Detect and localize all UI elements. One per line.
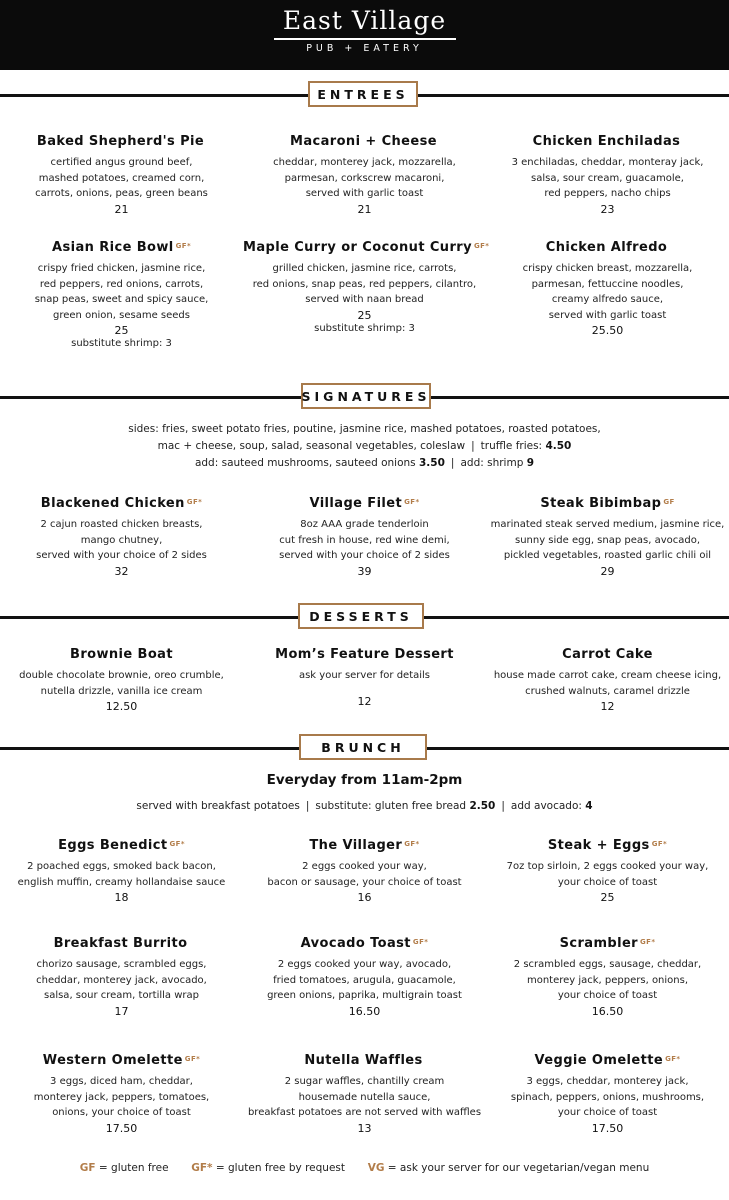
item-extra: substitute shrimp: 3 [314,322,415,334]
section-title-desserts: DESSERTS [309,608,413,624]
menu-item [486,240,729,337]
item-description: 2 poached eggs, smoked back bacon, english muffin, creamy hollandaise sauce [17,861,226,888]
gf-badge: GF* [175,242,192,250]
item-price: 13 [357,1121,372,1135]
item-description: 3 enchiladas, cheddar, monteray jack, salsa, sour cream, guacamole, red peppers, nacho chips [511,157,704,199]
item-description: double chocolate brownie, oreo crumble, nutella drizzle, vanilla ice cream [19,670,224,697]
menu-header [0,0,729,70]
menu-item [0,1053,243,1135]
item-price: 21 [114,202,129,216]
menu-item [486,838,729,904]
section-brunch [0,734,729,764]
item-price: 16.50 [348,1004,381,1018]
item-name: Avocado Toast $^{GF*}$ [300,936,429,951]
menu-item [486,496,729,578]
sides-line-2: mac + cheese, soup, salad, seasonal vegetables, coleslaw | truffle fries: 4.50 [157,440,572,452]
section-label-box [299,734,427,760]
item-name: Village Filet $^{GF*}$ [309,496,420,511]
item-name: Chicken Alfredo [545,240,668,255]
legend-vg-text: = ask your server for our vegetarian/vegan menu [387,1162,650,1174]
menu-item [0,134,243,216]
item-price: 23 [600,202,615,216]
item-name: Eggs Benedict $^{GF*}$ [58,838,185,853]
item-name: Steak Bibimbap $^{GF}$ [540,496,675,511]
item-name: Mom’s Feature Dessert [275,647,454,662]
item-name: Carrot Cake [562,647,653,662]
item-description: 3 eggs, cheddar, monterey jack, spinach, peppers, onions, mushrooms, your choice of toast [510,1076,705,1118]
item-price: 29 [600,564,615,578]
menu-item [0,496,243,578]
item-name: Breakfast Burrito [53,936,188,951]
item-name: Scrambler $^{GF*}$ [559,936,656,951]
item-description: marinated steak served medium, jasmine rice, sunny side egg, snap peas, avocado, pickled vegetables, roasted garlic chili oil [490,519,725,561]
menu-item [486,1053,729,1135]
item-description: 2 sugar waffles, chantilly cream housemade nutella sauce, breakfast potatoes are not served with waffles [247,1076,482,1118]
gf-badge: GF* [404,840,420,848]
menu-item [243,134,486,216]
legend-gfr-text: = gluten free by request [215,1162,345,1174]
section-title-brunch: BRUNCH [321,739,405,755]
item-description: 2 eggs cooked your way, bacon or sausage, your choice of toast [267,861,462,888]
gf-badge: GF* [412,938,429,946]
item-name: Nutella Waffles [304,1053,423,1068]
menu-item [0,838,243,904]
header-divider [274,38,456,40]
menu-item [486,647,729,713]
item-name: Blackened Chicken $^{GF*}$ [40,496,203,511]
menu-item [243,496,486,578]
menu-item [243,838,486,904]
item-extra: substitute shrimp: 3 [71,338,172,349]
item-price: 16 [357,891,372,904]
section-label-box [298,603,424,629]
section-signatures [0,383,729,413]
section-label-box [308,81,418,107]
item-price: 16.50 [591,1004,624,1018]
menu-item [0,936,243,1018]
gf-badge: GF* [404,498,420,506]
restaurant-name: East Village [282,6,447,35]
gf-badge: GF [663,498,675,506]
section-desserts [0,603,729,633]
item-name: Western Omelette $^{GF*}$ [42,1053,201,1068]
gf-badge: GF* [473,242,490,250]
item-description: certified angus ground beef, mashed potatoes, creamed corn, carrots, onions, peas, green beans [35,157,208,199]
item-description: crispy fried chicken, jasmine rice, red peppers, red onions, carrots, snap peas, sweet and spicy sauce, green onion, sesame seeds [34,263,209,321]
item-price: 39 [357,564,372,578]
menu-item [0,240,243,349]
item-name: Baked Shepherd's Pie [36,134,205,149]
addons-line: add: sauteed mushrooms, sauteed onions 3.50 | add: shrimp 9 [194,457,535,469]
sides-info [0,421,729,472]
item-name: Asian Rice Bowl $^{GF*}$ [51,240,192,255]
brunch-info: served with breakfast potatoes | substitute: gluten free bread 2.50 | add avocado: 4 [136,800,593,812]
gf-badge: GF* [640,938,656,946]
section-entrees [0,81,729,111]
item-price: 25 [600,891,615,904]
item-description: 2 scrambled eggs, sausage, cheddar, monterey jack, peppers, onions, your choice of toast [513,959,702,1001]
item-description: 7oz top sirloin, 2 eggs cooked your way, your choice of toast [506,861,709,888]
item-description: crispy chicken breast, mozzarella, parmesan, fettuccine noodles, creamy alfredo sauce, served with garlic toast [522,263,693,321]
item-name: Chicken Enchiladas [532,134,681,149]
gf-badge: GF* [169,840,185,848]
item-price: 12 [357,694,372,708]
item-price: 32 [114,564,129,578]
brunch-hours: Everyday from 11am-2pm [266,772,463,788]
item-price: 25 [114,324,129,337]
legend-vg-key: VG [367,1162,385,1174]
section-title-entrees: ENTREES [317,86,409,102]
item-name: The Villager $^{GF*}$ [309,838,420,853]
legend-gf-key: GF [79,1162,96,1174]
item-price: 21 [357,202,372,216]
gf-badge: GF* [186,498,203,506]
menu-item [0,647,243,713]
item-name: Steak + Eggs $^{GF*}$ [547,838,668,853]
item-description: cheddar, monterey jack, mozzarella, parmesan, corkscrew macaroni, served with garlic toast [273,157,456,199]
gf-badge: GF* [651,840,668,848]
gf-badge: GF* [184,1055,201,1063]
section-label-box [301,383,431,409]
section-title-signatures: SIGNATURES [301,388,431,404]
item-description: 2 eggs cooked your way, avocado, fried tomatoes, arugula, guacamole, green onions, paprika, multigrain toast [267,959,462,1001]
item-price: 17.50 [105,1121,138,1135]
restaurant-subtitle: PUB + EATERY [306,43,423,54]
menu-item [243,240,490,334]
item-name: Veggie Omelette $^{GF*}$ [534,1053,681,1068]
item-price: 12 [600,700,615,713]
legend-gf-text: = gluten free [98,1162,169,1174]
item-price: 17 [114,1004,129,1018]
menu-item [486,134,729,216]
gf-badge: GF* [665,1055,681,1063]
legend-gfr-key: GF* [191,1162,213,1174]
item-price: 18 [114,891,129,904]
item-description: chorizo sausage, scrambled eggs, cheddar, monterey jack, avocado, salsa, sour cream, tortilla wrap [36,959,207,1001]
item-description: 8oz AAA grade tenderloin cut fresh in house, red wine demi, served with your choice of 2 sides [279,519,450,561]
sides-line-1: sides: fries, sweet potato fries, poutine, jasmine rice, mashed potatoes, roasted potatoes, [128,423,601,435]
item-name: Brownie Boat [70,647,173,662]
item-price: 17.50 [591,1121,624,1135]
item-description: 3 eggs, diced ham, cheddar, monterey jack, peppers, tomatoes, onions, your choice of toast [33,1076,210,1118]
menu-item [243,647,486,708]
item-name: Maple Curry or Coconut Curry $^{GF*}$ [243,240,490,255]
item-name: Macaroni + Cheese [290,134,437,149]
item-price: 25 [357,308,372,322]
item-description: grilled chicken, jasmine rice, carrots, red onions, snap peas, red peppers, cilantro, served with naan bread [252,263,477,305]
item-price: 25.50 [591,324,624,337]
menu-item [486,936,729,1018]
item-description: ask your server for details [298,670,431,681]
menu-item [243,936,486,1018]
item-description: 2 cajun roasted chicken breasts, mango chutney, served with your choice of 2 sides [36,519,207,561]
item-description: house made carrot cake, cream cheese icing, crushed walnuts, caramel drizzle [493,670,722,697]
dietary-legend [0,1162,729,1174]
item-price: 12.50 [105,700,138,713]
menu-item [243,1053,486,1135]
